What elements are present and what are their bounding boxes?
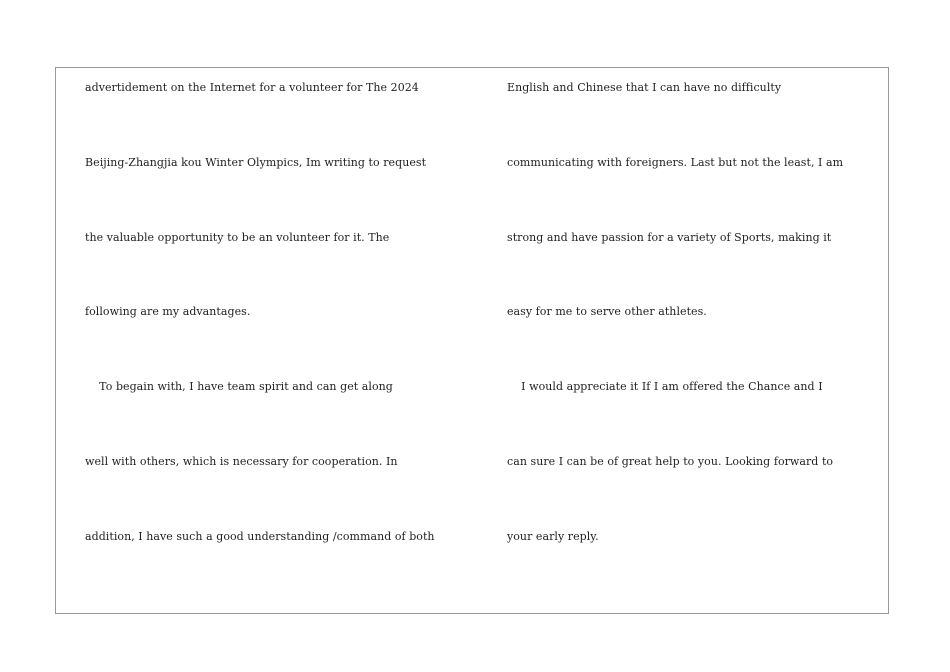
text-line: strong and have passion for a variety of Sports, making it <box>507 231 832 244</box>
text-line: can sure I can be of great help to you. Looking forward to <box>507 455 834 468</box>
text-line: English and Chinese that I can have no difficulty <box>507 81 782 94</box>
text-line: addition, I have such a good understanding /command of both <box>85 530 435 543</box>
text-line: well with others, which is necessary for cooperation. In <box>85 455 398 468</box>
text-line: easy for me to serve other athletes. <box>507 305 707 318</box>
text-line: I would appreciate it If I am offered the Chance and I <box>507 380 823 393</box>
text-line: communicating with foreigners. Last but not the least, I am <box>507 156 844 169</box>
text-line: Beijing-Zhangjia kou Winter Olympics, Im writing to request <box>85 156 427 169</box>
document-frame <box>55 67 889 614</box>
text-line: advertidement on the Internet for a volunteer for The 2024 <box>85 81 419 94</box>
text-line: To begain with, I have team spirit and can get along <box>85 380 393 393</box>
text-line: following are my advantages. <box>85 305 251 318</box>
text-line: the valuable opportunity to be an volunteer for it. The <box>85 231 390 244</box>
text-line: your early reply. <box>507 530 599 543</box>
